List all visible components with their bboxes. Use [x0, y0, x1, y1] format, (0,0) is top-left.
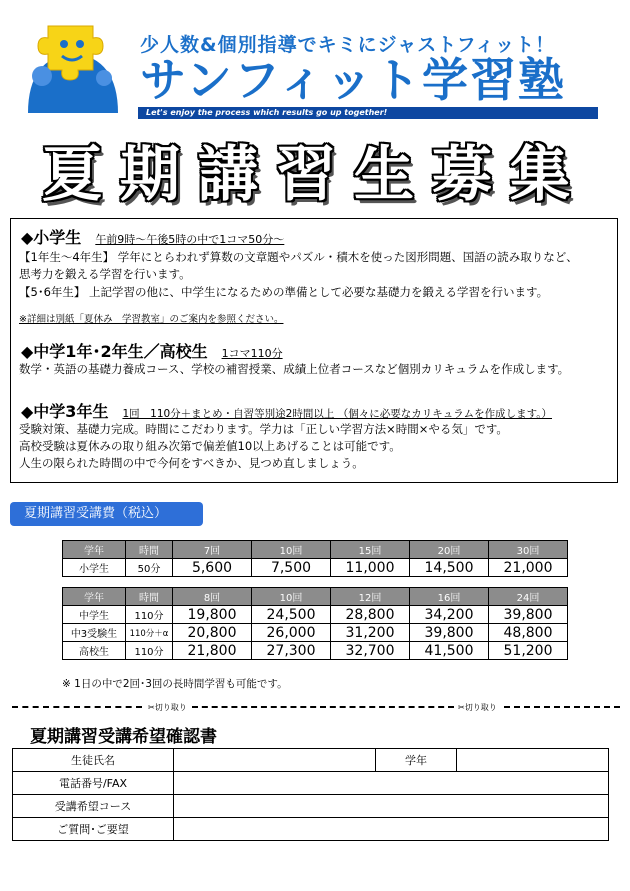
grade-cell: 高校生: [63, 642, 126, 660]
grade3-line-2: 高校受験は夏休みの取り組み次第で偏差値10以上あげることは可能です。: [19, 439, 401, 453]
student-name-field[interactable]: [174, 749, 376, 772]
grade-cell: 中3受験生: [63, 624, 126, 642]
form-row: [13, 795, 609, 818]
tagline: 少人数&個別指導でキミにジャストフィット！: [140, 34, 556, 56]
price-cell: 28,800: [331, 606, 410, 624]
page-title: 夏期講習生募集: [42, 140, 588, 210]
price-cell: 51,200: [489, 642, 568, 660]
elementary-note: ※詳細は別紙「夏休み 学習教室」のご案内を参照ください。: [19, 314, 284, 325]
price-cell: 19,800: [173, 606, 252, 624]
table-row: [63, 606, 568, 624]
price-cell: 34,200: [410, 606, 489, 624]
grade3-heading: ◆中学3年生: [21, 402, 109, 421]
price-cell: 39,800: [489, 606, 568, 624]
table-header-row: [63, 588, 568, 606]
header-cell: 20回: [410, 541, 489, 559]
header-cell: 時間: [126, 588, 173, 606]
grade3-line-3: 人生の限られた時間の中で今何をすべきか、見つめ直しましょう。: [19, 456, 364, 470]
brand-name: サンフィット学習塾: [140, 53, 567, 107]
time-cell: 110分: [126, 606, 173, 624]
cut-line: [192, 706, 454, 708]
price-cell: 27,300: [252, 642, 331, 660]
form-row: [13, 749, 609, 772]
price-cell: 7,500: [252, 559, 331, 577]
time-cell: 50分: [126, 559, 173, 577]
grade-field[interactable]: [457, 749, 609, 772]
questions-label: ご質問･ご要望: [13, 818, 174, 841]
junior-high-line: 数学・英語の基礎力養成コース、学校の補習授業、成績上位者コースなど個別カリキュラムを作成します。: [19, 362, 570, 376]
table-header-row: [63, 541, 568, 559]
price-cell: 26,000: [252, 624, 331, 642]
cut-label: ✂切り取り: [148, 703, 187, 712]
price-cell: 21,800: [173, 642, 252, 660]
elementary-hours: 午前9時～午後5時の中で1コマ50分～: [95, 233, 285, 246]
fee-table-elementary: [62, 540, 568, 577]
application-form: [12, 748, 609, 841]
phone-label: 電話番号/FAX: [13, 772, 174, 795]
form-title: 夏期講習受講希望確認書: [30, 727, 217, 747]
elementary-heading: ◆小学生: [21, 228, 82, 247]
header-cell: 10回: [252, 588, 331, 606]
time-cell: 110分＋α: [126, 624, 173, 642]
header-cell: 学年: [63, 541, 126, 559]
price-cell: 41,500: [410, 642, 489, 660]
fee-badge: 夏期講習受講費（税込）: [10, 502, 203, 526]
phone-field[interactable]: [174, 772, 609, 795]
elementary-line-1: 【1年生～4年生】 学年にとらわれず算数の文章題やパズル・積木を使った図形問題、国語の読み取りなど、: [19, 250, 578, 264]
junior-high-note: 1コマ110分: [221, 347, 283, 360]
price-cell: 11,000: [331, 559, 410, 577]
student-name-label: 生徒氏名: [13, 749, 174, 772]
header-cell: 時間: [126, 541, 173, 559]
elementary-line-3: 【5･6年生】 上記学習の他に、中学生になるための準備として必要な基礎力を鍛える学習を行います。: [19, 285, 549, 299]
fee-table-secondary: [62, 587, 568, 660]
junior-high-heading-row: [21, 339, 283, 362]
table-row: [63, 642, 568, 660]
price-cell: 21,000: [489, 559, 568, 577]
grade3-note: 1回 110分＋まとめ・自習等別途2時間以上 （個々に必要なカリキュラムを作成します。）: [122, 408, 552, 420]
form-row: [13, 772, 609, 795]
price-cell: 39,800: [410, 624, 489, 642]
price-cell: 32,700: [331, 642, 410, 660]
price-cell: 20,800: [173, 624, 252, 642]
questions-field[interactable]: [174, 818, 609, 841]
header-cell: 7回: [173, 541, 252, 559]
grade3-heading-row: [21, 399, 552, 422]
grade-cell: 中学生: [63, 606, 126, 624]
fee-footnote: ※ 1日の中で2回･3回の長時間学習も可能です。: [62, 678, 288, 690]
header-cell: 12回: [331, 588, 410, 606]
grade3-line-1: 受験対策、基礎力完成。時間にこだわります。学力は「正しい学習方法×時間×やる気」です。: [19, 422, 508, 436]
price-cell: 14,500: [410, 559, 489, 577]
cut-line: [504, 706, 620, 708]
slogan: Let's enjoy the process which results go up together!: [146, 108, 388, 117]
course-field[interactable]: [174, 795, 609, 818]
price-cell: 48,800: [489, 624, 568, 642]
course-label: 受講希望コース: [13, 795, 174, 818]
elementary-heading-row: [21, 225, 284, 248]
price-cell: 31,200: [331, 624, 410, 642]
cut-line: [12, 706, 142, 708]
price-cell: 24,500: [252, 606, 331, 624]
header-cell: 8回: [173, 588, 252, 606]
junior-high-heading: ◆中学1年･2年生／高校生: [21, 342, 208, 361]
course-info-box: [10, 218, 618, 483]
cut-label: ✂切り取り: [458, 703, 497, 712]
grade-label: 学年: [376, 749, 457, 772]
puzzle-logo-icon: [18, 18, 128, 118]
table-row: [63, 559, 568, 577]
elementary-line-2: 思考力を鍛える学習を行います。: [19, 267, 191, 281]
header-cell: 30回: [489, 541, 568, 559]
time-cell: 110分: [126, 642, 173, 660]
grade-cell: 小学生: [63, 559, 126, 577]
table-row: [63, 624, 568, 642]
header-cell: 10回: [252, 541, 331, 559]
header-cell: 15回: [331, 541, 410, 559]
header-cell: 16回: [410, 588, 489, 606]
header-cell: 24回: [489, 588, 568, 606]
form-row: [13, 818, 609, 841]
header-cell: 学年: [63, 588, 126, 606]
price-cell: 5,600: [173, 559, 252, 577]
